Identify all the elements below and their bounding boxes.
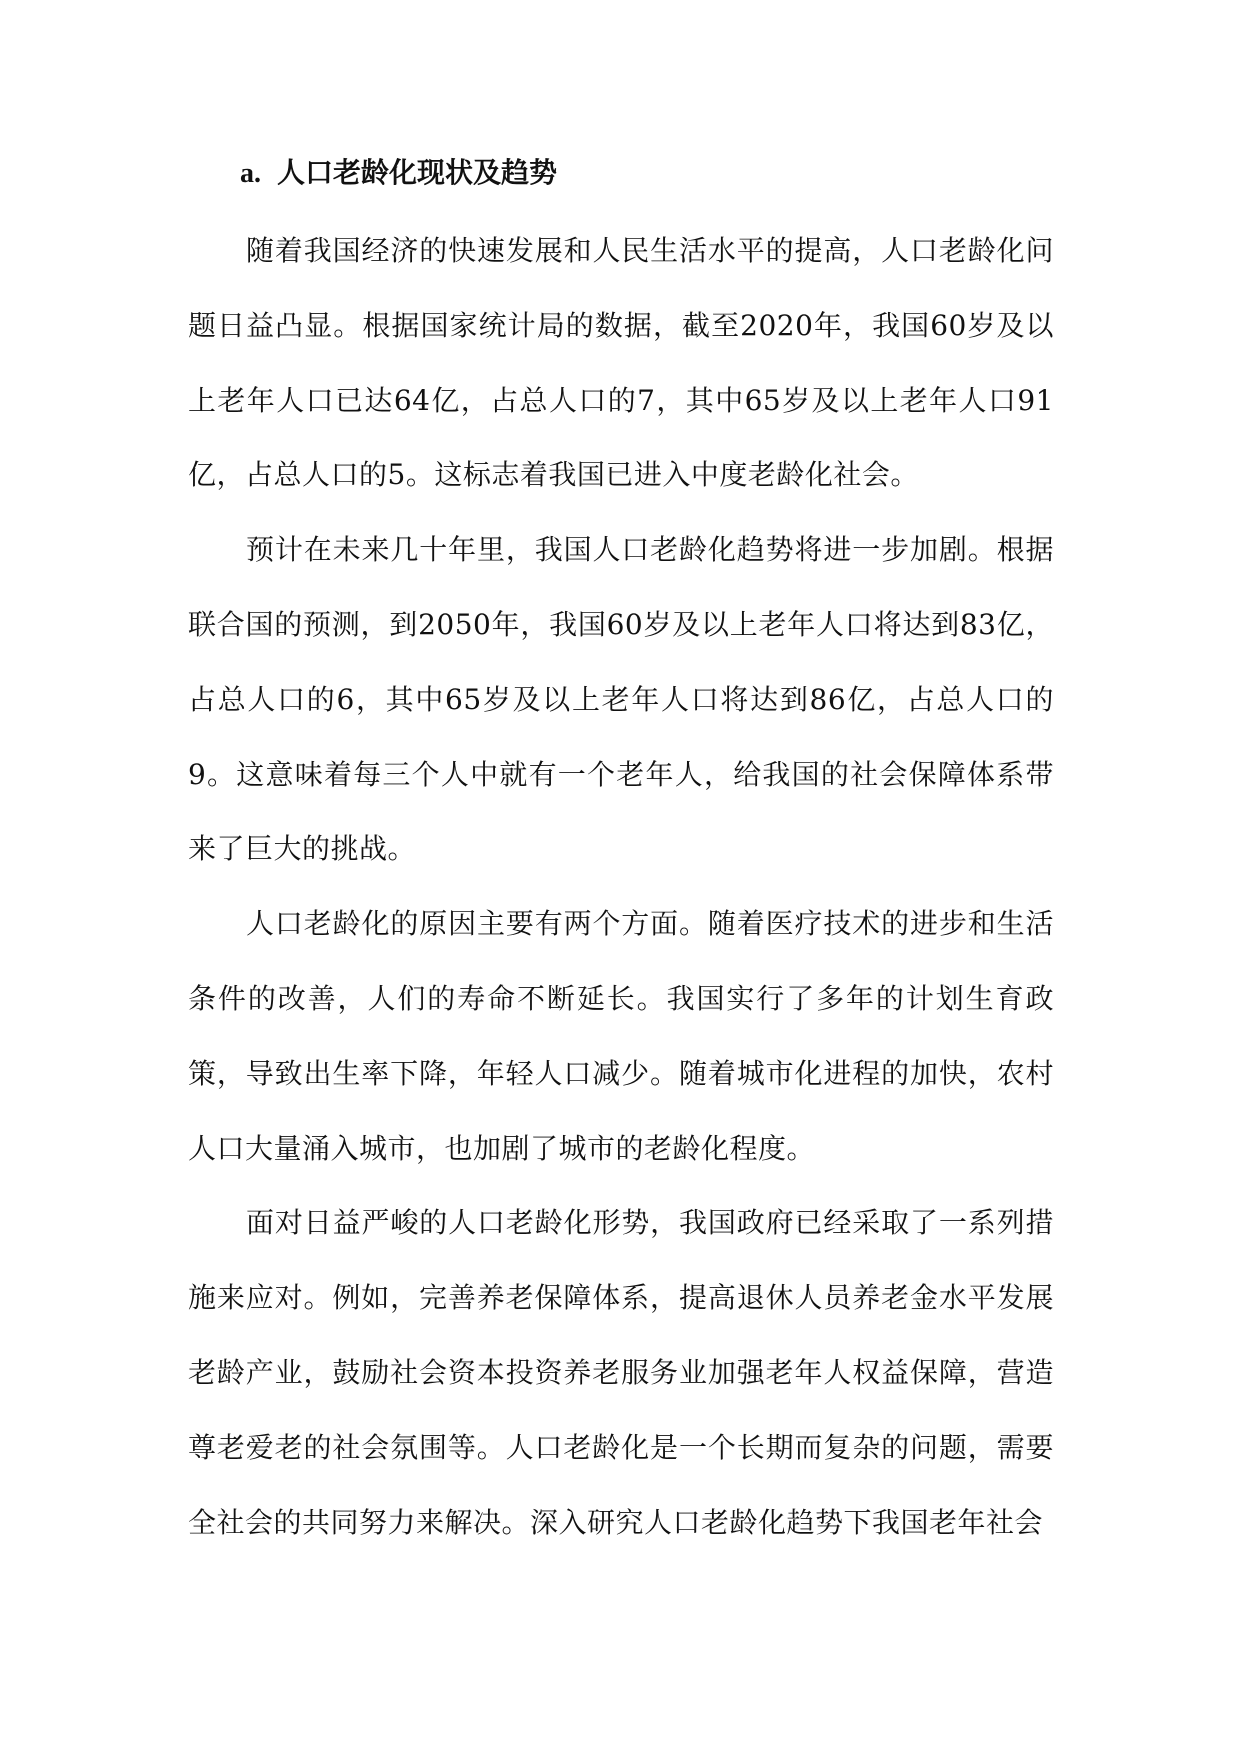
section-marker: a. xyxy=(240,158,261,189)
paragraph-causes: 人口老龄化的原因主要有两个方面。随着医疗技术的进步和生活条件的改善，人们的寿命不断延长。我国实行了多年的计划生育政策，导致出生率下降，年轻人口减少。随着城市化进程的加快，农村人口大量涌入城市，也加剧了城市的老龄化程度。 xyxy=(188,907,1054,1165)
document-body xyxy=(188,140,1054,1560)
paragraph-measures: 面对日益严峻的人口老龄化形势，我国政府已经采取了一系列措施来应对。例如，完善养老保障体系，提高退休人员养老金水平发展老龄产业，鼓励社会资本投资养老服务业加强老年人权益保障，营造尊老爱老的社会氛围等。人口老龄化是一个长期而复杂的问题，需要全社会的共同努力来解决。深入研究人口老龄化趋势下我国老年社会 xyxy=(188,1206,1054,1539)
paragraph-status: 随着我国经济的快速发展和人民生活水平的提高，人口老龄化问题日益凸显。根据国家统计局的数据，截至2020年，我国60岁及以上老年人口已达64亿，占总人口的7，其中65岁及以上老年人口91亿，占总人口的5。这标志着我国已进入中度老龄化社会。 xyxy=(188,234,1054,492)
section-heading xyxy=(188,140,1054,214)
section-title: 人口老龄化现状及趋势 xyxy=(277,156,558,189)
paragraph-forecast: 预计在未来几十年里，我国人口老龄化趋势将进一步加剧。根据联合国的预测，到2050年，我国60岁及以上老年人口将达到83亿，占总人口的6，其中65岁及以上老年人口将达到86亿，占总人口的9。这意味着每三个人中就有一个老年人，给我国的社会保障体系带来了巨大的挑战。 xyxy=(188,533,1054,866)
